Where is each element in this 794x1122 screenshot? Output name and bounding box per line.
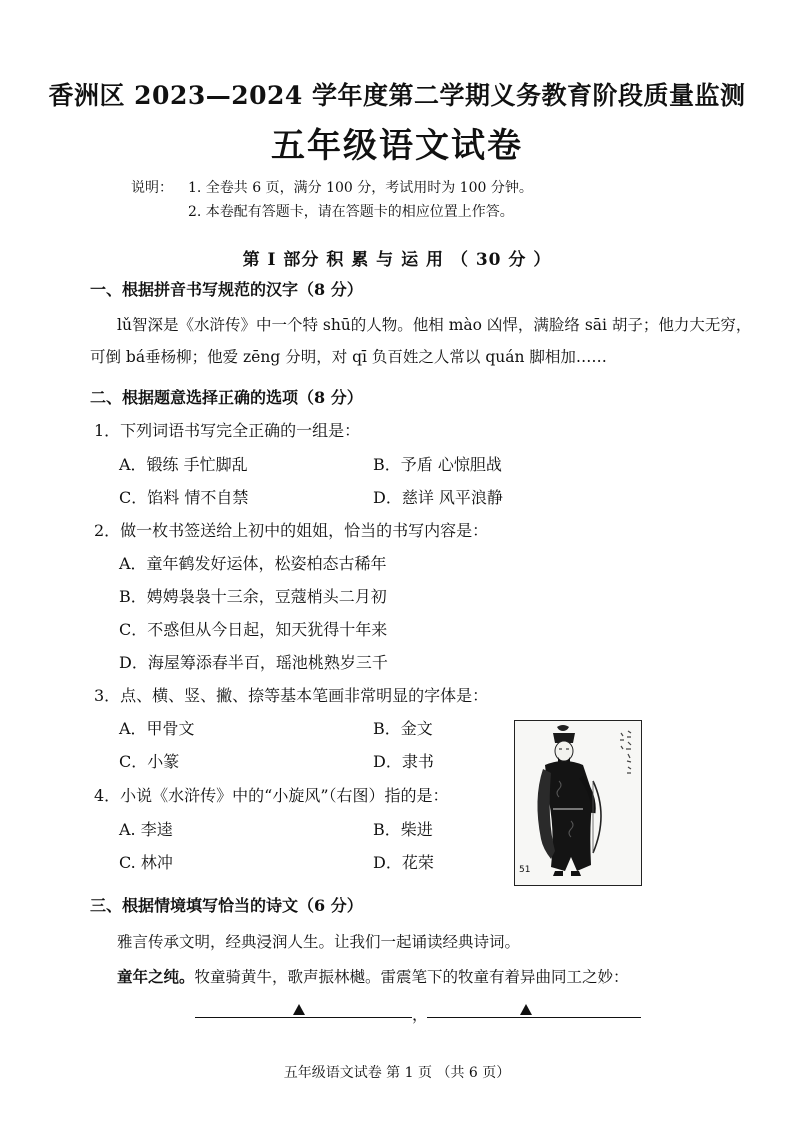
question-3-stem: 3．点、横、竖、撇、捺等基本笔画非常明显的字体是：	[94, 686, 489, 705]
figure-number: 51	[519, 865, 531, 875]
page-footer: 五年级语文试卷 第 1 页 （共 6 页）	[283, 1065, 511, 1081]
answer-blank-2[interactable]	[427, 1017, 641, 1018]
blank-separator: ，	[412, 1005, 429, 1024]
answer-blank-1[interactable]	[195, 1017, 412, 1018]
section-1-heading: 一、根据拼音书写规范的汉字（8 分）	[90, 280, 363, 299]
question-1-option-b: B．予盾 心惊胆战	[373, 455, 502, 474]
question-3-option-d: D．隶书	[373, 752, 434, 771]
notes-line-2: 2. 本卷配有答题卡，请在答题卡的相应位置上作答。	[188, 204, 514, 220]
question-1-option-c: C．馅料 情不自禁	[119, 488, 249, 507]
part-1-heading: 第 Ⅰ 部分 积 累 与 运 用 （ 30 分 ）	[242, 250, 552, 270]
section-3-prompt-text: 牧童骑黄牛，歌声振林樾。雷震笔下的牧童有着异曲同工之妙：	[194, 968, 629, 986]
question-3-option-b: B．金文	[373, 719, 433, 738]
question-2-option-a: A．童年鹤发好运体，松姿柏态古稀年	[119, 554, 387, 573]
question-1-option-d: D．慈详 风平浪静	[373, 488, 503, 507]
section-1-passage-line-2: 可倒 bá垂杨柳；他爱 zēng 分明，对 qī 负百姓之人常以 quán 脚相加……	[90, 348, 607, 366]
notes-line-1: 1. 全卷共 6 页，满分 100 分，考试用时为 100 分钟。	[188, 180, 533, 196]
question-1-option-a: A．锻练 手忙脚乱	[119, 455, 248, 474]
section-3-prompt-lead: 童年之纯。	[117, 967, 195, 986]
question-2-option-d: D．海屋筹添春半百，瑶池桃熟岁三千	[119, 653, 388, 672]
question-4-stem: 4．小说《水浒传》中的“小旋风”（右图）指的是：	[94, 786, 449, 805]
question-3-option-a: A．甲骨文	[119, 719, 195, 738]
question-3-option-c: C．小篆	[119, 752, 180, 771]
question-2-option-b: B．娉娉袅袅十三余，豆蔻梢头二月初	[119, 587, 387, 606]
chai-jin-illustration	[514, 720, 642, 886]
question-4-option-b: B．柴进	[373, 820, 433, 839]
question-4-option-d: D．花荣	[373, 853, 434, 872]
exam-header-title: 香洲区 2023—2024 学年度第二学期义务教育阶段质量监测	[48, 81, 746, 110]
question-4-option-c: C. 林冲	[119, 853, 173, 872]
blank-marker-icon	[520, 1004, 532, 1015]
notes-label: 说明：	[131, 180, 173, 196]
section-1-passage-line-1: lǔ智深是《水浒传》中一个特 shū的人物。他相 mào 凶悍，满脸络 sāi 胡子；他力大无穷，	[117, 316, 752, 334]
question-1-stem: 1．下列词语书写完全正确的一组是：	[94, 421, 361, 440]
section-3-intro: 雅言传承文明，经典浸润人生。让我们一起诵读经典诗词。	[117, 933, 521, 951]
question-2-option-c: C．不惑但从今日起，知天犹得十年来	[119, 620, 388, 639]
blank-marker-icon	[293, 1004, 305, 1015]
question-2-stem: 2．做一枚书签送给上初中的姐姐，恰当的书写内容是：	[94, 521, 489, 540]
section-3-heading: 三、根据情境填写恰当的诗文（6 分）	[90, 896, 363, 915]
exam-subject-title: 五年级语文试卷	[271, 126, 523, 166]
section-2-heading: 二、根据题意选择正确的选项（8 分）	[90, 388, 363, 407]
section-3-prompt	[117, 965, 629, 987]
warrior-figure-icon	[515, 721, 641, 885]
question-4-option-a: A. 李逵	[119, 820, 173, 839]
